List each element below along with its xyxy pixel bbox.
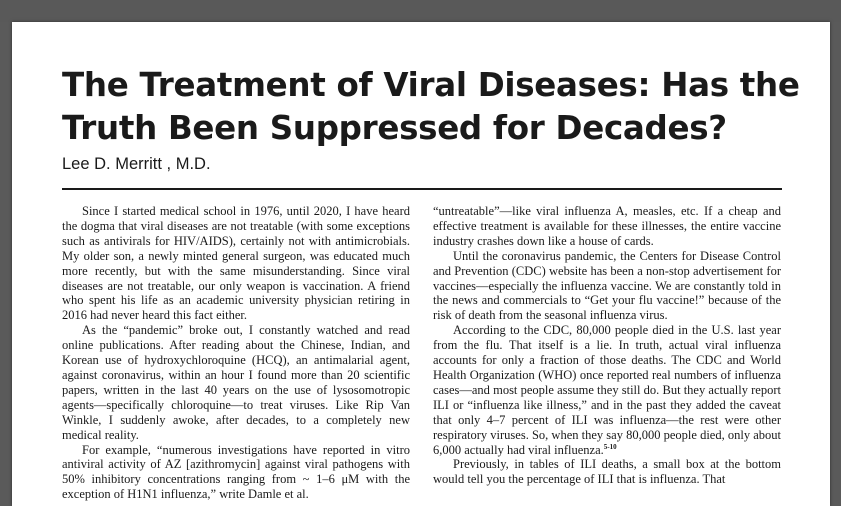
paragraph: Until the coronavirus pandemic, the Centers for Disease Control and Prevention (CDC) website has been a non-stop advertisement for vaccines—especially the influenza vaccine. We are constantly told in the news and commercials to “Get your flu vaccine!” because of the risk of death from the seasonal influenza virus. [433, 248, 781, 323]
paragraph: As the “pandemic” broke out, I constantly watched and read online publications. After reading about the Chinese, Indian, and Korean use of hydroxychloroquine (HCQ), an antimalarial agent, against coronavirus, within an hour I found more than 20 scientific papers, written in the last 40 years on the use of lysosomotropic agents—specifically chloroquine—to treat viruses. Like Rip Van Winkle, I suddenly awoke, after decades, to a completely new medical reality. [62, 323, 410, 442]
left-column [62, 204, 410, 502]
title-rule [62, 188, 782, 190]
paragraph [433, 323, 781, 457]
document-page [12, 22, 830, 506]
paragraph: Since I started medical school in 1976, until 2020, I have heard the dogma that viral diseases are not treatable (with some exceptions such as antivirals for HIV/AIDS), certainly not with antimicrobials. My older son, a newly minted general surgeon, was educated much more recently, but with the same misunderstanding. Since viral diseases are not treatable, our only weapon is vaccination. A friend who spent his life as an academic university physician retiring in 2016 had never heard this fact either. [62, 204, 410, 323]
article-title: The Treatment of Viral Diseases: Has the Truth Been Suppressed for Decades? [62, 66, 800, 147]
reference-superscript: 5-10 [603, 442, 617, 451]
article-author: Lee D. Merritt , M.D. [62, 155, 211, 173]
paragraph: “untreatable”—like viral influenza A, measles, etc. If a cheap and effective treatment is available for these illnesses, the entire vaccine industry crashes down like a house of cards. [433, 204, 781, 248]
right-column [433, 204, 781, 487]
viewer-toolbar-strip [0, 0, 841, 22]
paragraph: Previously, in tables of ILI deaths, a small box at the bottom would tell you the percentage of ILI that is influenza. That [433, 457, 781, 487]
paragraph-text: According to the CDC, 80,000 people died in the U.S. last year from the flu. That itself is a lie. In truth, actual viral influenza accounts for only a fraction of those deaths. The CDC and World Health Organization (WHO) once reported real numbers of influenza cases—and most people assume they still do. But they actually report ILI or “influenza like illness,” and in the past they added the caveat that only 4–7 percent of ILI was influenza—the rest were other respiratory viruses. So, when they say 80,000 people died, only about 6,000 actually had viral influenza. [433, 323, 781, 457]
paragraph: For example, “numerous investigations have reported in vitro antiviral activity of AZ [azithromycin] against viral pathogens with 50% inhibitory concentrations ranging from ~ 1–6 μM with the exception of H1N1 influenza,” write Damle et al. [62, 442, 410, 502]
